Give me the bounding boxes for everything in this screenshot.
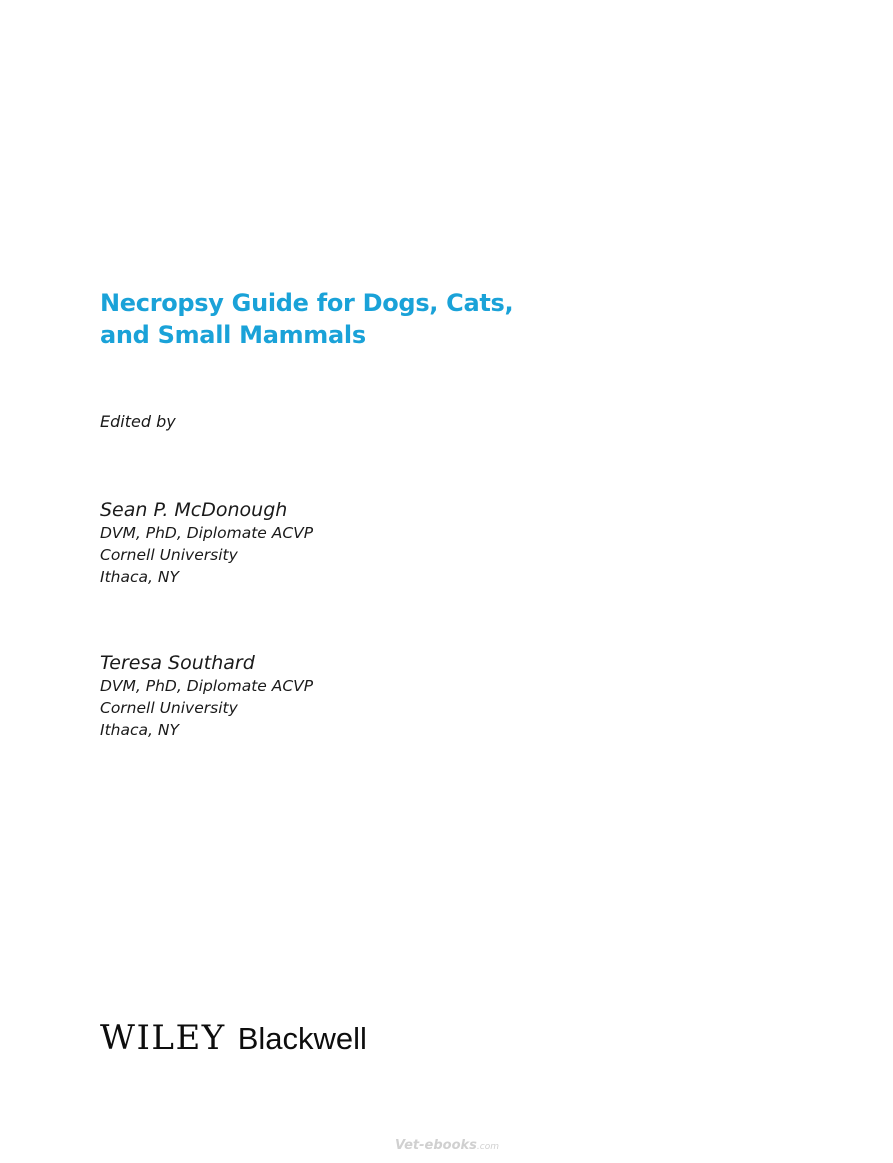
edited-by-label: Edited by (100, 412, 176, 431)
editor-credentials: DVM, PhD, Diplomate ACVP (100, 677, 314, 695)
editor-location: Ithaca, NY (100, 568, 179, 586)
book-title (100, 287, 513, 351)
publisher-logo-blackwell: Blackwell (237, 1021, 367, 1056)
editor-location: Ithaca, NY (100, 721, 179, 739)
publisher-logo-wiley: WILEY (100, 1018, 226, 1058)
editor-name: Teresa Southard (100, 652, 255, 674)
publisher-logo (100, 1018, 367, 1058)
book-title-line-2: and Small Mammals (100, 321, 366, 349)
watermark-domain: .com (476, 1142, 500, 1152)
editor-credentials: DVM, PhD, Diplomate ACVP (100, 524, 314, 542)
editor-name: Sean P. McDonough (100, 499, 288, 521)
editor-block-1 (100, 498, 313, 588)
editor-institution: Cornell University (100, 699, 238, 717)
book-title-line-1: Necropsy Guide for Dogs, Cats, (100, 289, 514, 317)
watermark (395, 1138, 499, 1153)
watermark-main: Vet-ebooks (395, 1138, 477, 1153)
editor-block-2 (100, 651, 313, 741)
editor-institution: Cornell University (100, 546, 238, 564)
